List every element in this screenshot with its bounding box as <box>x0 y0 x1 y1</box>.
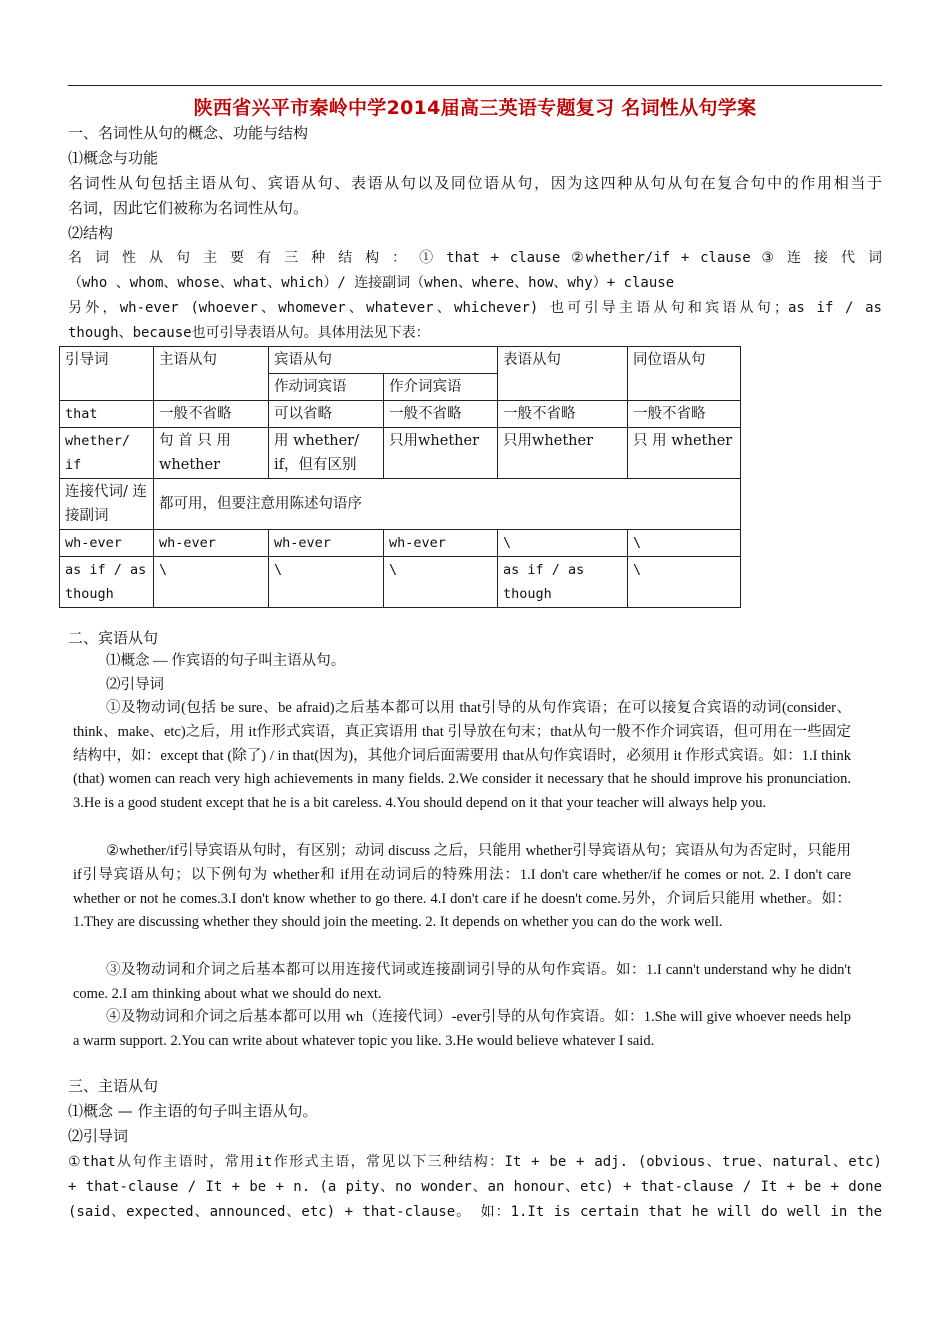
table-cell: \ <box>498 530 628 557</box>
table-cell: 只用whether <box>498 428 628 479</box>
section-1-para-1b: 名词，因此它们被称为名词性从句。 <box>68 199 309 217</box>
section-2-heading: 二、宾语从句 <box>68 629 159 647</box>
section-1-sub-structure: ⑵结构 <box>68 224 114 242</box>
table-cell: wh-ever <box>60 530 154 557</box>
section-1-heading: 一、名词性从句的概念、功能与结构 <box>68 124 309 142</box>
table-cell: wh-ever <box>384 530 498 557</box>
section-1-structure-line-1: 名 词 性 从 句 主 要 有 三 种 结 构 ： ① that + clause ②whether/if + clause ③ 连 接 代 词 <box>68 250 882 266</box>
table-cell: 连接代词/ 连接副词 <box>60 479 154 530</box>
table-cell: \ <box>269 557 384 608</box>
table-cell: 可以省略 <box>269 401 384 428</box>
table-cell: 一般不省略 <box>384 401 498 428</box>
section-1-sub-concept: ⑴概念与功能 <box>68 149 159 167</box>
header-predicative: 表语从句 <box>498 347 628 401</box>
table-cell: wh-ever <box>269 530 384 557</box>
table-cell: \ <box>628 530 741 557</box>
table-cell: as if / as though <box>498 557 628 608</box>
table-row <box>60 401 741 428</box>
header-subject: 主语从句 <box>154 347 269 401</box>
section-3-para-line-2: + that-clause / It + be + n. (a pity、no wonder、an honour、etc) + that-clause / It + be + done <box>68 1179 882 1195</box>
table-cell: that <box>60 401 154 428</box>
header-appositive: 同位语从句 <box>628 347 741 401</box>
section-2-para-4: ④及物动词和介词之后基本都可以用 wh（连接代词）-ever引导的从句作宾语。如：1.She will give whoever needs help a warm support. 2.You can write about whatever topic you like. 3.He would believe whatever I said. <box>73 1009 851 1049</box>
table-cell-merged: 都可用，但要注意用陈述句语序 <box>154 479 741 530</box>
table-cell: \ <box>384 557 498 608</box>
table-cell: 只用whether <box>384 428 498 479</box>
table-cell: 只 用 whether <box>628 428 741 479</box>
header-rule <box>68 85 882 86</box>
section-1-extra-line-1: 另外，wh-ever (whoever、whomever、whatever、whichever) 也可引导主语从句和宾语从句；as if / as <box>68 300 882 316</box>
section-2-lead: ⑵引导词 <box>106 677 164 693</box>
table-row <box>60 479 741 530</box>
table-cell: 用 whether/ if，但有区别 <box>269 428 384 479</box>
table-cell: 句 首 只 用 whether <box>154 428 269 479</box>
header-object-verb: 作动词宾语 <box>269 374 384 401</box>
table-row <box>60 428 741 479</box>
section-3-heading: 三、主语从句 <box>68 1077 159 1095</box>
table-cell: 一般不省略 <box>498 401 628 428</box>
section-3-concept: ⑴概念 — 作主语的句子叫主语从句。 <box>68 1102 318 1120</box>
section-2-para-3: ③及物动词和介词之后基本都可以用连接代词或连接副词引导的从句作宾语。如：1.I cann't understand why he didn't come. 2.I am thinking about what we should do next. <box>73 962 851 1002</box>
usage-table <box>59 346 741 608</box>
section-3-lead: ⑵引导词 <box>68 1127 129 1145</box>
table-cell: \ <box>628 557 741 608</box>
table-header-row <box>60 347 741 374</box>
table-cell: \ <box>154 557 269 608</box>
table-cell: wh-ever <box>154 530 269 557</box>
section-1-extra-line-2: though、because也可引导表语从句。具体用法见下表： <box>68 325 430 341</box>
section-2-concept: ⑴概念 — 作宾语的句子叫主语从句。 <box>106 653 346 669</box>
section-1-para-1: 名词性从句包括主语从句、宾语从句、表语从句以及同位语从句，因为这四种从句从句在复合句中的作用相当于 <box>68 174 882 192</box>
table-cell: whether/ if <box>60 428 154 479</box>
table-row <box>60 557 741 608</box>
section-3-para-line-1: ①that从句作主语时，常用it作形式主语，常见以下三种结构：It + be + adj. (obvious、true、natural、etc) <box>68 1154 882 1170</box>
header-object: 宾语从句 <box>269 347 498 374</box>
header-object-prep: 作介词宾语 <box>384 374 498 401</box>
table-row <box>60 530 741 557</box>
section-2-para-2: ②whether/if引导宾语从句时，有区别；动词 discuss 之后，只能用 whether引导宾语从句；宾语从句为否定时，只能用 if引导宾语从句；以下例句为 whether和 if用在动词后的特殊用法：1.I don't care whether/if he comes or not. 2. I don't care whether or not he comes.3.I don't know whether to go there. 4.I don't care if he doesn't come.另外，介词后只能用 whether。如：1.They are discussing whether they should join the meeting. 2. It depends on whether you can do the work well. <box>73 843 851 931</box>
header-lead: 引导词 <box>60 347 154 401</box>
table-cell: 一般不省略 <box>628 401 741 428</box>
table-cell: 一般不省略 <box>154 401 269 428</box>
table-cell: as if / as though <box>60 557 154 608</box>
section-2-para-1: ①及物动词(包括 be sure、be afraid)之后基本都可以用 that引导的从句作宾语；在可以接复合宾语的动词(consider、think、make、etc)之后，用 it作形式宾语，真正宾语用 that 引导放在句末；that从句一般不作介词宾语，但可用在一些固定结构中，如：except that (除了) / in that(因为)，其他介词后面需要用 that从句作宾语时，必须用 it 作形式宾语。如：1.I think (that) women can reach very high achievements in many fields. 2.We consider it necessary that he should improve his pronunciation. 3.He is a good student except that he is a bit careless. 4.You should depend on it that your teacher will always help you. <box>73 700 851 812</box>
section-1-structure-line-2: （who 、whom、whose、what、which）/ 连接副词（when、where、how、why）+ clause <box>68 275 675 291</box>
section-3-para-line-3: (said、expected、announced、etc) + that-clause。 如：1.It is certain that he will do well in the <box>68 1204 882 1220</box>
page-title: 陕西省兴平市秦岭中学2014届高三英语专题复习 名词性从句学案 <box>193 97 757 119</box>
